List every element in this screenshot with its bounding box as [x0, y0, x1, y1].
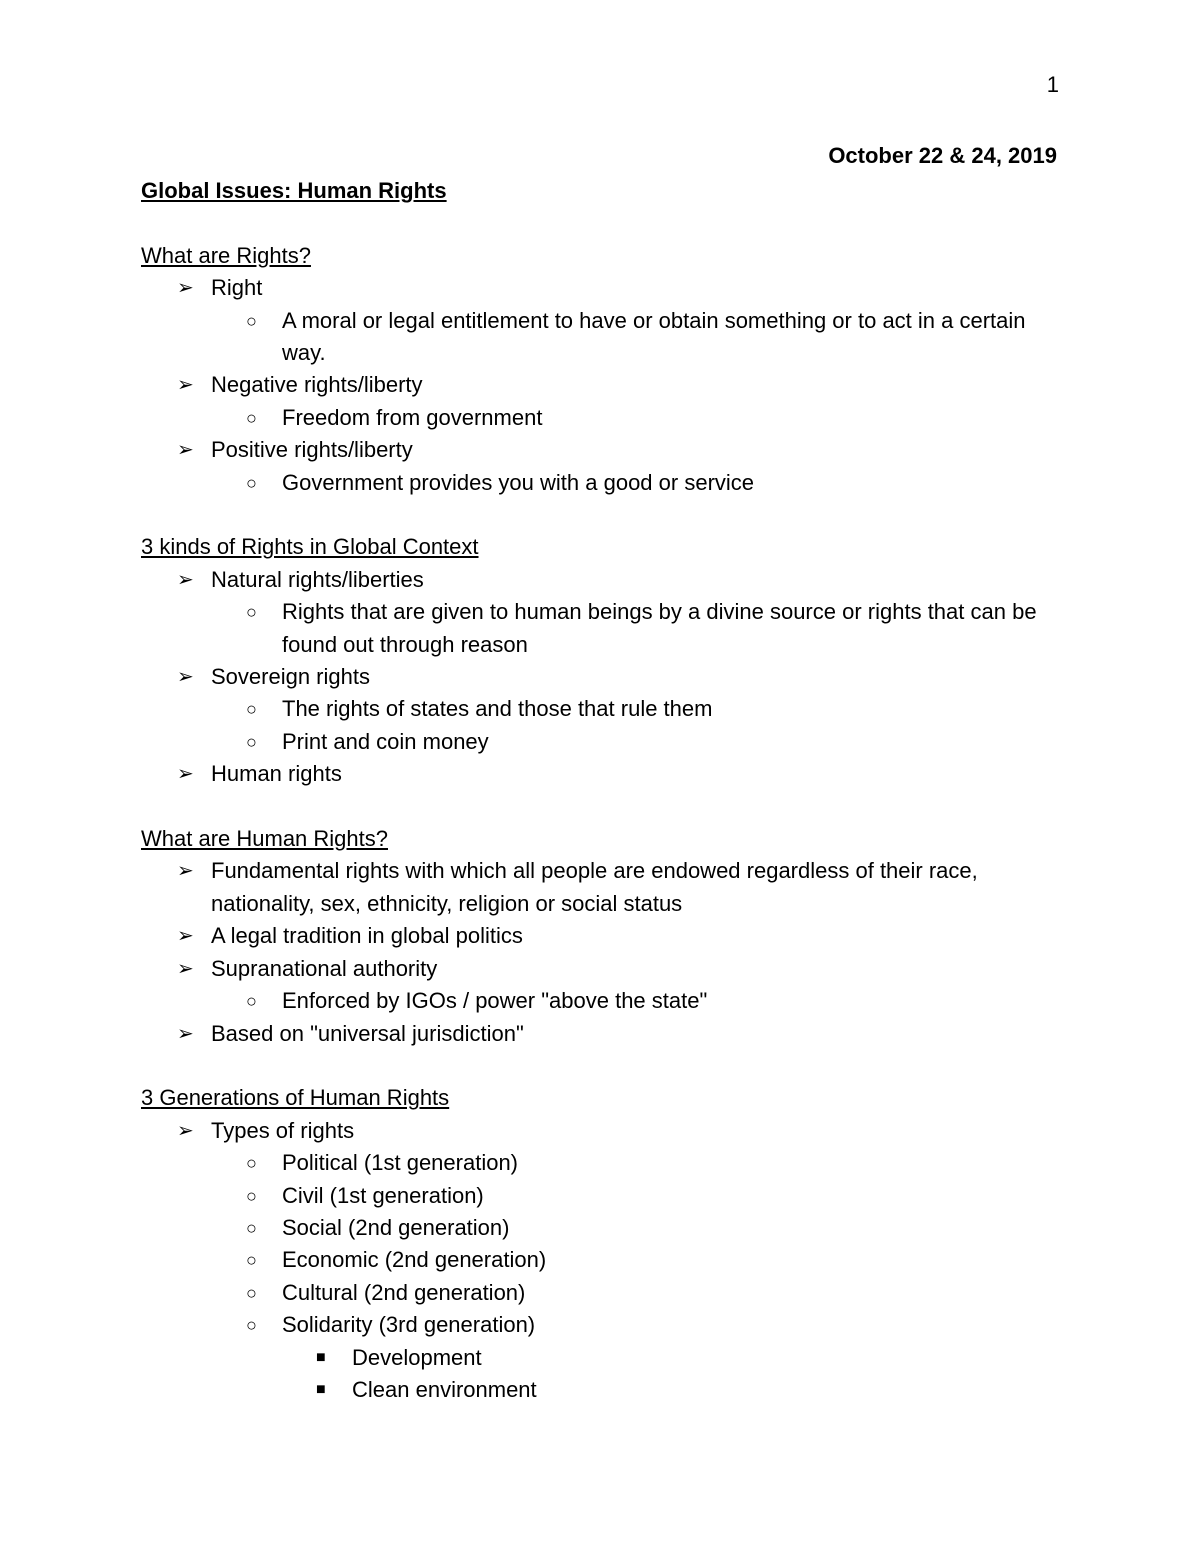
document-title: Global Issues: Human Rights	[141, 178, 447, 203]
arrow-bullet-icon: ➢	[177, 925, 194, 948]
square-bullet-icon: ■	[316, 1380, 326, 1398]
circle-bullet-icon: ○	[246, 310, 257, 331]
document-body	[141, 175, 1061, 1406]
list-item: ○ Cultural (2nd generation)	[141, 1277, 1061, 1309]
list-item: ➢ Fundamental rights with which all people are endowed regardless of their race, nationality, sex, ethnicity, religion or social status	[141, 855, 1061, 920]
list-item: ➢ Positive rights/liberty	[141, 434, 1061, 466]
list-item: ➢ Natural rights/liberties	[141, 564, 1061, 596]
section-heading: What are Rights?	[141, 242, 311, 268]
list-item: ➢ Human rights	[141, 758, 1061, 790]
list-item: ➢ Based on "universal jurisdiction"	[141, 1018, 1061, 1050]
list-item: ➢ Supranational authority	[141, 953, 1061, 985]
circle-bullet-icon: ○	[246, 472, 257, 493]
circle-bullet-icon: ○	[246, 1185, 257, 1206]
list-item: ➢ Types of rights	[141, 1115, 1061, 1147]
list-item: ➢ A legal tradition in global politics	[141, 920, 1061, 952]
list-item: ○ Government provides you with a good or service	[141, 467, 1061, 499]
list-item: ○ Civil (1st generation)	[141, 1180, 1061, 1212]
list-item: ○ Print and coin money	[141, 726, 1061, 758]
arrow-bullet-icon: ➢	[177, 439, 194, 462]
arrow-bullet-icon: ➢	[177, 568, 194, 591]
list-item: ○ Economic (2nd generation)	[141, 1244, 1061, 1276]
arrow-bullet-icon: ➢	[177, 860, 194, 883]
list-item: ○ Solidarity (3rd generation)	[141, 1309, 1061, 1341]
list-item: ➢ Negative rights/liberty	[141, 369, 1061, 401]
section-heading: 3 kinds of Rights in Global Context	[141, 534, 479, 560]
section-heading: 3 Generations of Human Rights	[141, 1085, 450, 1111]
section-generations-of-human-rights	[141, 1082, 1061, 1406]
circle-bullet-icon: ○	[246, 1250, 257, 1271]
arrow-bullet-icon: ➢	[177, 957, 194, 980]
circle-bullet-icon: ○	[246, 991, 257, 1012]
circle-bullet-icon: ○	[246, 407, 257, 428]
list-item: ○ A moral or legal entitlement to have or obtain something or to act in a certain way.	[141, 305, 1061, 370]
section-what-are-rights	[141, 240, 1061, 499]
list-item: ➢ Sovereign rights	[141, 661, 1061, 693]
list-item: ○ Social (2nd generation)	[141, 1212, 1061, 1244]
arrow-bullet-icon: ➢	[177, 1022, 194, 1045]
section-what-are-human-rights	[141, 823, 1061, 1050]
arrow-bullet-icon: ➢	[177, 277, 194, 300]
arrow-bullet-icon: ➢	[177, 374, 194, 397]
page-number: 1	[1046, 72, 1059, 97]
section-kinds-of-rights	[141, 531, 1061, 790]
list-item: ○ Rights that are given to human beings by a divine source or rights that can be found out through reason	[141, 596, 1061, 661]
list-item: ■ Development	[141, 1342, 1061, 1374]
circle-bullet-icon: ○	[246, 1153, 257, 1174]
circle-bullet-icon: ○	[246, 731, 257, 752]
arrow-bullet-icon: ➢	[177, 1119, 194, 1142]
section-heading: What are Human Rights?	[141, 826, 388, 852]
list-item: ➢ Right	[141, 272, 1061, 304]
square-bullet-icon: ■	[316, 1348, 326, 1366]
list-item: ○ Freedom from government	[141, 402, 1061, 434]
circle-bullet-icon: ○	[246, 1217, 257, 1238]
arrow-bullet-icon: ➢	[177, 763, 194, 786]
circle-bullet-icon: ○	[246, 1315, 257, 1336]
arrow-bullet-icon: ➢	[177, 666, 194, 689]
list-item: ○ The rights of states and those that rule them	[141, 693, 1061, 725]
circle-bullet-icon: ○	[246, 1282, 257, 1303]
circle-bullet-icon: ○	[246, 602, 257, 623]
list-item: ○ Political (1st generation)	[141, 1147, 1061, 1179]
document-date: October 22 & 24, 2019	[828, 143, 1057, 168]
circle-bullet-icon: ○	[246, 699, 257, 720]
list-item: ○ Enforced by IGOs / power "above the state"	[141, 985, 1061, 1017]
list-item: ■ Clean environment	[141, 1374, 1061, 1406]
